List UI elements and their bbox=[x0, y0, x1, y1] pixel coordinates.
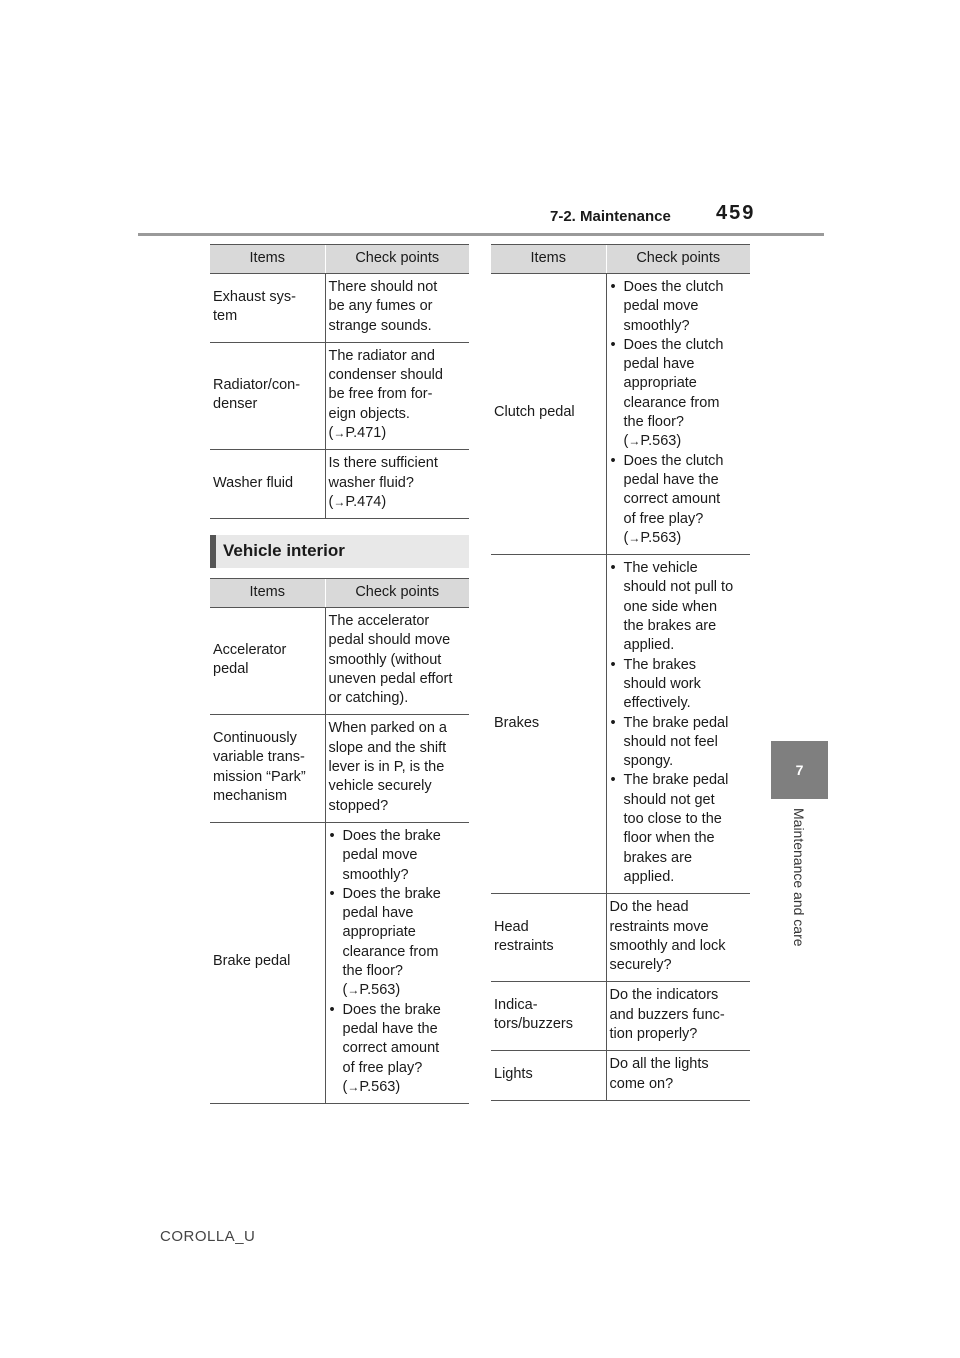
item-cell bbox=[491, 555, 606, 894]
list-item bbox=[329, 885, 466, 1001]
check-point-cell bbox=[606, 894, 750, 982]
item-cell bbox=[210, 822, 325, 1103]
item-cell bbox=[491, 1051, 606, 1101]
check-point-text: The brakes should work effectively. bbox=[623, 656, 701, 712]
arrow-right-icon: → bbox=[628, 434, 641, 449]
list-item bbox=[610, 559, 747, 655]
table-row bbox=[210, 342, 469, 449]
check-point-cell bbox=[606, 274, 750, 555]
item-cell bbox=[491, 894, 606, 982]
check-point-cell bbox=[606, 555, 750, 894]
item-label: Radiator/con- denser bbox=[213, 376, 301, 413]
page-reference-number: P.563 bbox=[640, 433, 677, 450]
check-point-text: Does the clutch pedal move smoothly? bbox=[623, 279, 724, 334]
table-row bbox=[491, 982, 750, 1051]
check-point-text: There should not be any fumes or strange sounds. bbox=[328, 279, 438, 334]
check-point-text: Does the clutch pedal have appropriate clearance from the floor? bbox=[623, 336, 724, 431]
check-point-list bbox=[610, 559, 747, 887]
section-title: Vehicle interior bbox=[223, 541, 345, 560]
chapter-tab-number[interactable]: 7 bbox=[771, 741, 828, 799]
check-point-text: The brake pedal should not feel spongy. bbox=[623, 714, 729, 770]
page-reference-number: P.471 bbox=[345, 425, 382, 442]
item-label: Brakes bbox=[494, 714, 540, 731]
page-reference-number: P.563 bbox=[359, 1078, 396, 1095]
list-item bbox=[329, 1001, 466, 1097]
check-point-text: The brake pedal should not get too close to the floor when the brakes are applied. bbox=[623, 772, 729, 885]
arrow-right-icon: → bbox=[333, 426, 346, 441]
page-reference[interactable]: (→P.563) bbox=[342, 982, 401, 999]
check-point-text: Does the brake pedal have the correct amount of free play? bbox=[342, 1001, 441, 1076]
item-label: Continuously variable trans- mission “Park” mechanism bbox=[213, 730, 306, 805]
arrow-right-icon: → bbox=[347, 983, 360, 998]
check-point-text: Does the brake pedal move smoothly? bbox=[342, 827, 441, 883]
page-reference-number: P.474 bbox=[345, 493, 382, 510]
item-cell bbox=[210, 608, 325, 715]
page-reference[interactable]: (→P.563) bbox=[623, 529, 682, 546]
table-row bbox=[210, 822, 469, 1103]
arrow-right-icon: → bbox=[333, 494, 346, 509]
section-marker bbox=[210, 535, 216, 568]
check-point-text: When parked on a slope and the shift lever is in P, is the vehicle securely stopped? bbox=[328, 720, 447, 814]
check-point-cell bbox=[325, 450, 469, 519]
interior-check-table bbox=[210, 578, 469, 1104]
item-cell bbox=[210, 274, 325, 343]
section-heading: 7-2. Maintenance bbox=[550, 208, 671, 225]
check-point-list bbox=[610, 278, 747, 548]
table-row bbox=[210, 450, 469, 519]
page-reference[interactable]: (→P.471) bbox=[328, 425, 387, 442]
column-header-check-points: Check points bbox=[325, 245, 469, 274]
check-point-cell bbox=[606, 1051, 750, 1101]
footer-model-code: COROLLA_U bbox=[160, 1228, 256, 1245]
item-label: Clutch pedal bbox=[494, 404, 575, 421]
item-label: Washer fluid bbox=[213, 474, 294, 491]
column-header-items: Items bbox=[210, 245, 325, 274]
engine-check-table bbox=[210, 244, 469, 519]
column-header-check-points: Check points bbox=[606, 245, 750, 274]
check-point-cell bbox=[325, 822, 469, 1103]
list-item bbox=[610, 452, 747, 548]
page-reference-number: P.563 bbox=[640, 529, 677, 546]
item-label: Brake pedal bbox=[213, 953, 291, 970]
check-point-text: The vehicle should not pull to one side when the brakes are applied. bbox=[623, 560, 734, 654]
item-label: Head restraints bbox=[494, 918, 554, 954]
column-header-items: Items bbox=[210, 579, 325, 608]
check-point-text: Do all the lights come on? bbox=[609, 1056, 709, 1092]
table-row bbox=[210, 715, 469, 822]
list-item bbox=[610, 278, 747, 336]
check-point-text: Is there sufficient washer fluid? bbox=[328, 455, 438, 491]
item-cell bbox=[210, 342, 325, 449]
check-point-cell bbox=[325, 274, 469, 343]
check-point-text: Does the clutch pedal have the correct amount of free play? bbox=[623, 452, 724, 527]
section-title-bar bbox=[210, 535, 469, 568]
arrow-right-icon: → bbox=[347, 1079, 360, 1094]
item-label: Indica- tors/buzzers bbox=[494, 997, 573, 1033]
column-header-items: Items bbox=[491, 245, 606, 274]
check-point-text: Does the brake pedal have appropriate clearance from the floor? bbox=[342, 885, 441, 980]
item-label: Exhaust sys- tem bbox=[213, 288, 296, 324]
table-row bbox=[491, 555, 750, 894]
page-reference[interactable]: (→P.474) bbox=[328, 493, 387, 510]
list-item bbox=[610, 336, 747, 452]
page-reference[interactable]: (→P.563) bbox=[623, 433, 682, 450]
table-row bbox=[210, 274, 469, 343]
page-number: 459 bbox=[716, 202, 756, 224]
check-point-cell bbox=[325, 342, 469, 449]
page-reference[interactable]: (→P.563) bbox=[342, 1078, 401, 1095]
item-cell bbox=[210, 715, 325, 822]
check-point-cell bbox=[606, 982, 750, 1051]
check-point-text: The accelerator pedal should move smoothly (without uneven pedal effort or catching). bbox=[328, 613, 453, 707]
list-item bbox=[329, 827, 466, 885]
table-row bbox=[491, 894, 750, 982]
check-point-text: The radiator and condenser should be free from for- eign objects. bbox=[328, 347, 443, 422]
interior-check-table-continued bbox=[491, 244, 750, 1101]
item-label: Accelerator pedal bbox=[213, 641, 287, 678]
list-item bbox=[610, 714, 747, 772]
table-row bbox=[491, 274, 750, 555]
chapter-tab-label: Maintenance and care bbox=[791, 808, 807, 947]
check-point-cell bbox=[325, 608, 469, 715]
table-row bbox=[210, 608, 469, 715]
check-point-text: Do the head restraints move smoothly and lock securely? bbox=[609, 899, 726, 974]
check-point-cell bbox=[325, 715, 469, 822]
item-label: Lights bbox=[494, 1065, 533, 1082]
list-item bbox=[610, 656, 747, 714]
item-cell bbox=[491, 982, 606, 1051]
column-header-check-points: Check points bbox=[325, 579, 469, 608]
page-reference-number: P.563 bbox=[359, 982, 396, 999]
check-point-list bbox=[329, 827, 466, 1097]
item-cell bbox=[210, 450, 325, 519]
item-cell bbox=[491, 274, 606, 555]
list-item bbox=[610, 771, 747, 887]
check-point-text: Do the indicators and buzzers func- tion properly? bbox=[609, 987, 725, 1042]
header-rule bbox=[138, 233, 824, 236]
table-row bbox=[491, 1051, 750, 1101]
arrow-right-icon: → bbox=[628, 530, 641, 545]
